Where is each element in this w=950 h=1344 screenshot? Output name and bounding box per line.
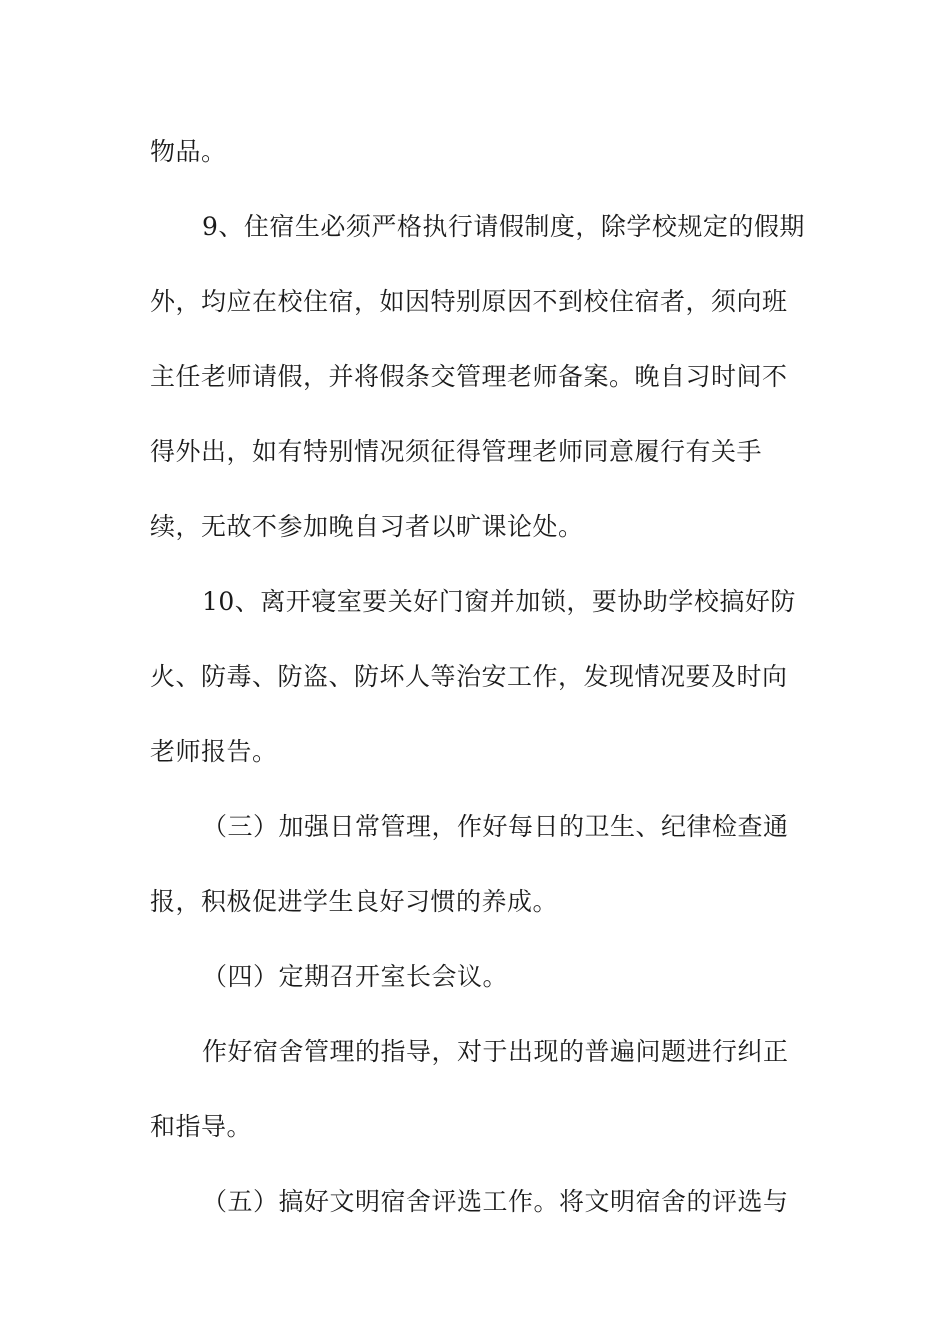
text-line: （三）加强日常管理，作好每日的卫生、纪律检查通 <box>202 812 789 841</box>
text-line: 物品。 <box>150 137 227 166</box>
text-line: 得外出，如有特别情况须征得管理老师同意履行有关手 <box>150 437 763 466</box>
text-line: 和指导。 <box>150 1112 253 1141</box>
text-line: （五）搞好文明宿舍评选工作。将文明宿舍的评选与 <box>202 1187 789 1216</box>
text-line: 主任老师请假，并将假条交管理老师备案。晚自习时间不 <box>150 362 788 391</box>
text-line: （四）定期召开室长会议。 <box>202 962 509 991</box>
text-line: 10、离开寝室要关好门窗并加锁，要协助学校搞好防 <box>202 587 796 616</box>
text-line: 报，积极促进学生良好习惯的养成。 <box>150 887 559 916</box>
text-line: 老师报告。 <box>150 737 278 766</box>
text-line: 续，无故不参加晚自习者以旷课论处。 <box>150 512 584 541</box>
text-line: 9、住宿生必须严格执行请假制度，除学校规定的假期 <box>202 212 805 241</box>
text-line: 作好宿舍管理的指导，对于出现的普遍问题进行纠正 <box>202 1037 789 1066</box>
text-line: 火、防毒、防盗、防坏人等治安工作，发现情况要及时向 <box>150 662 788 691</box>
text-line: 外，均应在校住宿，如因特别原因不到校住宿者，须向班 <box>150 287 788 316</box>
